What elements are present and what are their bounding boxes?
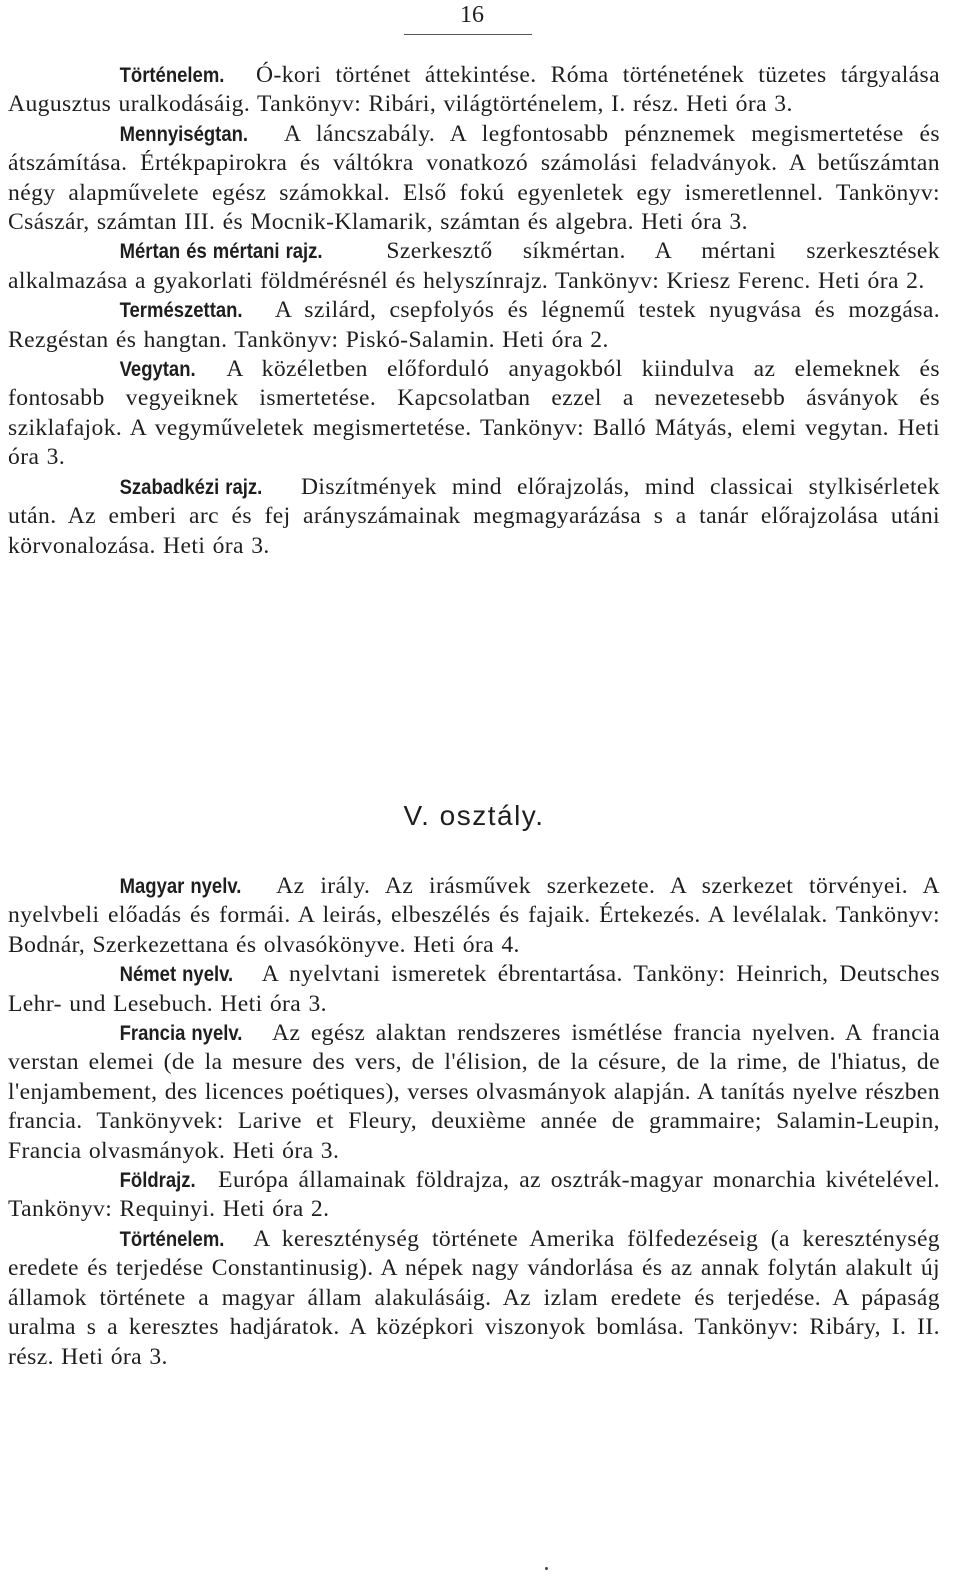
section-part2 — [8, 872, 940, 1372]
entry-text: Európa államainak földrajza, az osztrák-magyar monarchia kivételével. Tankönyv: Requinyi. Heti óra 2. — [8, 1167, 940, 1223]
entry-subject: Mennyiségtan. — [119, 121, 249, 146]
entry-subject: Német nyelv. — [119, 962, 234, 987]
entry-text: A láncszabály. A legfontosabb pénznemek megismertetése és átszámítása. Értékpapirokra és váltókra vonatkozó számolási feladványok. A betűszámtan négy alapművelete egész számokkal. Első fokú egyenletek egy ismeretlennel. Tankönyv: Császár, számtan III. és Mocnik-Klamarik, számtan és algebra. Heti óra 3. — [8, 120, 940, 236]
entry-text: A közéletben előforduló anyagokból kiindulva az elemeknek és fontosabb vegyeiknek ismertetése. Kapcsolatban ezzel a nevezetesebb ásványok és sziklafajok. A vegyműveletek megismertetése. Tankönyv: Balló Mátyás, elemi vegytan. Heti óra 3. — [8, 356, 940, 471]
entry-subject: Természettan. — [119, 298, 243, 323]
entry-mertan — [8, 237, 940, 296]
entry-text: Ó-kori történet áttekintése. Róma történetének tüzetes tárgyalása Augusztus uralkodásáig. Tankönyv: Ribári, világtörténelem, I. rész. Heti óra 3. — [8, 62, 940, 118]
entry-text: Diszítmények mind előrajzolás, mind classicai stylkisérletek után. Az emberi arc és fej arányszámainak megmagyarázása s a tanár előrajzolása utáni körvonalozása. Heti óra 3. — [8, 473, 940, 559]
entry-text: A nyelvtani ismeretek ébrentartása. Tanköny: Heinrich, Deutsches Lehr- und Lesebuch. Heti óra 3. — [8, 961, 941, 1017]
entry-tortenelem-iv — [8, 61, 940, 120]
entry-foldrajz — [8, 1166, 940, 1225]
entry-text: Szerkesztő síkmértan. A mértani szerkesztések alkalmazása a gyakorlati földmérésnél és helyszínrajz. Tankönyv: Kriesz Ferenc. Heti óra 2. — [8, 238, 940, 294]
entry-text: Az irály. Az irásművek szerkezete. A szerkezet törvényei. A nyelvbeli előadás és formái. A leirás, elbeszélés és fajaik. Értekezés. A levélalak. Tankönyv: Bodnár, Szerkezettana és olvasókönyve. Heti óra 4. — [8, 873, 940, 958]
entry-text: A szilárd, csepfolyós és légnemű testek nyugvása és mozgása. Rezgéstan és hangtan. Tankönyv: Piskó-Salamin. Heti óra 2. — [8, 297, 940, 353]
entry-subject: Földrajz. — [119, 1168, 196, 1193]
entry-nemet-nyelv — [8, 960, 940, 1019]
entry-subject: Vegytan. — [119, 357, 196, 382]
section-part1 — [8, 61, 940, 561]
entry-subject: Francia nyelv. — [119, 1021, 243, 1046]
entry-text: Az egész alaktan rendszeres ismétlése francia nyelven. A francia verstan elemei (de la mesure des vers, de l'élision, de la césure, de la rime, de l'hiatus, de l'enjambement, des licences poétiques), verses olvasmányok alapján. A tanítás nyelve részben francia. Tankönyvek: Larive et Fleury, deuxième année de grammaire; Salamin-Leupin, Francia olvasmányok. Heti óra 3. — [8, 1020, 941, 1164]
entry-subject: Mértan és mértani rajz. — [119, 239, 323, 264]
entry-termeszettan — [8, 296, 940, 355]
entry-francia-nyelv — [8, 1019, 940, 1166]
stray-dot — [545, 1567, 548, 1570]
entry-szabadkezi-rajz — [8, 473, 940, 561]
entry-vegytan — [8, 355, 940, 473]
page-number: 16 — [460, 2, 484, 28]
entry-subject: Szabadkézi rajz. — [119, 474, 263, 499]
entry-tortenelem-v — [8, 1225, 940, 1372]
entry-magyar-nyelv — [8, 872, 940, 960]
entry-subject: Történelem. — [119, 1226, 225, 1251]
entry-text: A kereszténység története Amerika fölfedezéseig (a kereszténység eredete és terjedése Constantinusig). A népek nagy vándorlása és az annak folytán alakult új államok története a magyar állam alakulásáig. Az izlam eredete és terjedése. A pápaság uralma s a keresztes hadjáratok. A középkori viszonyok bomlása. Tankönyv: Ribáry, I. II. rész. Heti óra 3. — [8, 1225, 941, 1370]
entry-subject: Történelem. — [119, 63, 225, 87]
entry-subject: Magyar nyelv. — [119, 874, 242, 898]
page-number-rule — [404, 34, 532, 35]
entry-mennyisegtan — [8, 120, 940, 238]
class-heading: V. osztály. — [403, 800, 545, 831]
